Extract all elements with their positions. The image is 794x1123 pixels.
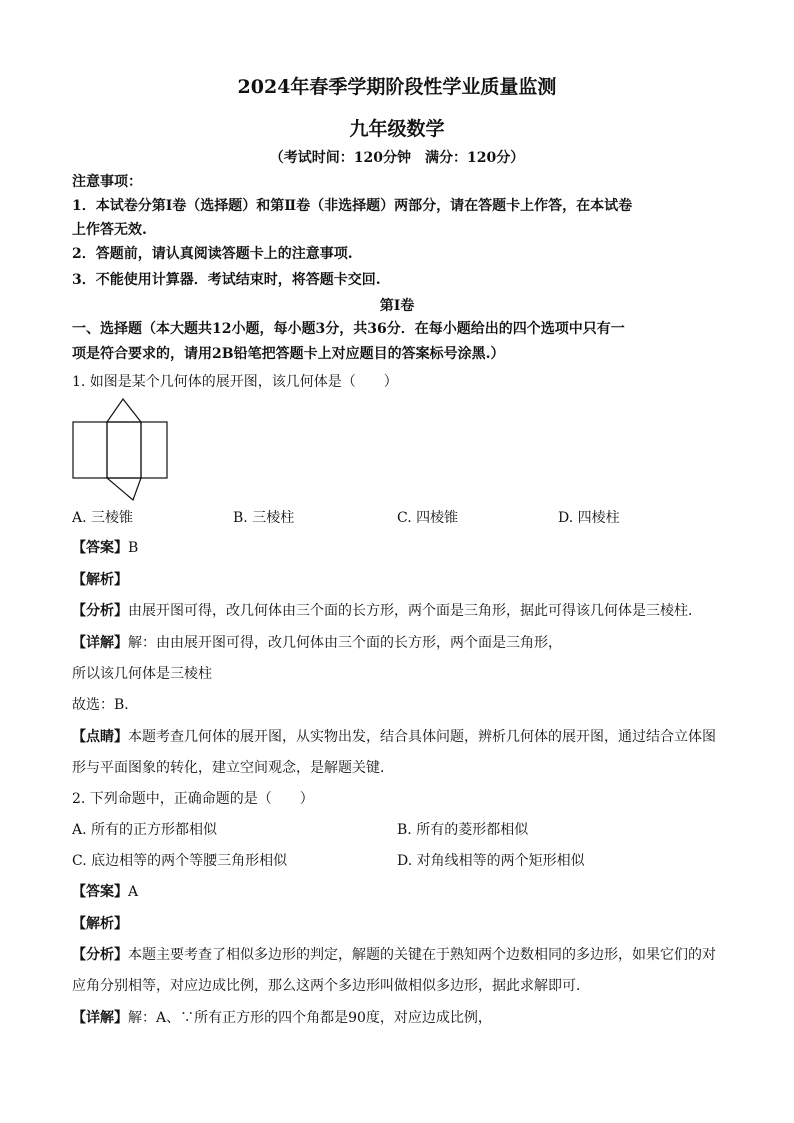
q1-xiangjie-text: 解：由由展开图可得，改几何体由三个面的长方形，两个面是三角形， (128, 635, 562, 651)
q1-option-c: C. 四棱锥 (397, 510, 459, 526)
q2-option-c: C. 底边相等的两个等腰三角形相似 (72, 853, 288, 869)
q2-stem: 2. 下列命题中，正确命题的是（ ） (72, 791, 314, 807)
q1-answer-tag: 【答案】 (72, 540, 128, 556)
q1-fenxi-text: 由展开图可得，改几何体由三个面的长方形，两个面是三角形，据此可得该几何体是三棱柱． (128, 603, 702, 619)
q1-fenxi-tag: 【分析】 (72, 603, 128, 619)
notes-item-3: 3．不能使用计算器．考试结束时，将答题卡交回. (72, 272, 381, 288)
exam-subtitle: 九年级数学 (349, 118, 445, 140)
volume-label: 第Ⅰ卷 (379, 298, 415, 314)
net-rect-right (141, 422, 167, 478)
q2-answer-value: A (128, 884, 139, 900)
q2-answer-tag: 【答案】 (72, 884, 128, 900)
q1-dianjing-line2: 形与平面图象的转化，建立空间观念，是解题关键． (72, 760, 394, 776)
net-triangle-bottom (107, 478, 141, 500)
notes-item-1: 1．本试卷分第Ⅰ卷（选择题）和第Ⅱ卷（非选择题）两部分，请在答题卡上作答，在本试卷 (72, 198, 633, 214)
q2-fenxi-tag: 【分析】 (72, 947, 128, 963)
q1-xiangjie (72, 633, 562, 653)
exam-info: （考试时间：120分钟 满分：120分） (269, 150, 525, 166)
q1-xiangjie-line2: 所以该几何体是三棱柱 (72, 666, 212, 682)
net-rect-left (73, 422, 107, 478)
net-rect-middle (107, 422, 141, 478)
q1-option-d: D. 四棱柱 (558, 510, 620, 526)
q2-analysis-tag: 【解析】 (72, 916, 128, 932)
q1-dianjing-text: 本题考查几何体的展开图，从实物出发，结合具体问题，辨析几何体的展开图，通过结合立体图 (128, 729, 716, 745)
q1-fenxi (72, 601, 702, 621)
q2-xiangjie-tag: 【详解】 (72, 1010, 128, 1026)
q2-option-d: D. 对角线相等的两个矩形相似 (397, 853, 585, 869)
q2-xiangjie (72, 1008, 492, 1028)
q1-stem: 1. 如图是某个几何体的展开图，该几何体是（ ） (72, 374, 398, 390)
q1-xiangjie-tag: 【详解】 (72, 635, 128, 651)
q1-answer (72, 538, 138, 558)
q2-option-b: B. 所有的菱形都相似 (397, 822, 529, 838)
q1-analysis-tag: 【解析】 (72, 572, 128, 588)
q1-dianjing (72, 727, 716, 747)
net-triangle-top (107, 399, 141, 422)
q2-fenxi-text: 本题主要考查了相似多边形的判定，解题的关键在于熟知两个边数相同的多边形，如果它们的对 (128, 947, 716, 963)
q1-prism-net-figure (72, 398, 172, 502)
q2-fenxi-line2: 应角分别相等，对应边成比例，那么这两个多边形叫做相似多边形，据此求解即可． (72, 978, 590, 994)
q2-answer (72, 882, 138, 902)
q1-answer-value: B (128, 540, 139, 556)
q1-option-b: B. 三棱柱 (233, 510, 295, 526)
q2-fenxi (72, 945, 716, 965)
section-heading-line2: 项是符合要求的，请用2B铅笔把答题卡上对应题目的答案标号涂黑.） (72, 346, 505, 362)
notes-item-1-cont: 上作答无效. (72, 222, 147, 238)
q1-dianjing-tag: 【点睛】 (72, 729, 128, 745)
notes-heading: 注意事项： (72, 174, 142, 190)
q1-option-a: A. 三棱锥 (72, 510, 134, 526)
q1-conclusion: 故选：B． (72, 697, 139, 713)
q2-xiangjie-text: 解：A、∵所有正方形的四个角都是90度，对应边成比例， (128, 1010, 492, 1026)
q2-option-a: A. 所有的正方形都相似 (72, 822, 218, 838)
notes-item-2: 2．答题前，请认真阅读答题卡上的注意事项. (72, 246, 353, 262)
section-heading-line1: 一、选择题（本大题共12小题，每小题3分，共36分．在每小题给出的四个选项中只有一 (72, 321, 625, 337)
exam-title: 2024年春季学期阶段性学业质量监测 (237, 76, 557, 98)
